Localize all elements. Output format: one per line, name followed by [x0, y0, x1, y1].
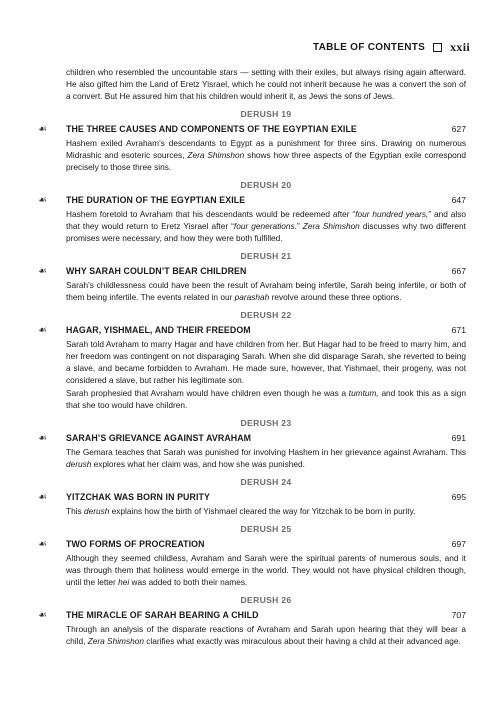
- toc-content: [38, 66, 466, 647]
- square-separator-icon: [433, 43, 442, 52]
- ornament-fleuron-icon: ☙: [38, 539, 47, 550]
- derush-label: DERUSH 19: [240, 109, 292, 119]
- entry-page-number[interactable]: 707: [451, 610, 466, 620]
- italic-term: derush: [83, 506, 110, 516]
- entry-description: Hashem foretold to Avraham that his descendants would be redeemed after “four hundred years,” and also that they would return to Eretz Yisrael after “four generations.” Zera Shimshon discusses why two different promises were necessary, and how they were both fulfilled.: [66, 209, 466, 243]
- entry-title[interactable]: YITZCHAK WAS BORN IN PURITY: [66, 492, 210, 502]
- entry-title[interactable]: THE DURATION OF THE EGYPTIAN EXILE: [66, 195, 246, 205]
- entry-page-number[interactable]: 667: [451, 266, 466, 276]
- header-title: TABLE OF CONTENTS: [312, 42, 426, 53]
- italic-term: Zera Shimshon: [87, 636, 144, 646]
- entry-title[interactable]: HAGAR, YISHMAEL, AND THEIR FREEDOM: [66, 325, 251, 335]
- entry-title[interactable]: TWO FORMS OF PROCREATION: [66, 539, 205, 549]
- toc-entry[interactable]: [38, 194, 466, 207]
- entry-page-number[interactable]: 627: [451, 124, 466, 134]
- italic-term: four hundred years,: [355, 209, 429, 219]
- derush-label: DERUSH 21: [240, 251, 292, 261]
- entry-description: Although they seemed childless, Avraham and Sarah were the spiritual parents of numerous souls, and it was through them that holiness would emerge in the world. They would not have physical children though, until the letter hei was added to both their names.: [66, 553, 466, 587]
- entry-page-number[interactable]: 691: [451, 433, 466, 443]
- italic-term: Zera Shimshon: [187, 150, 245, 160]
- toc-entry[interactable]: [38, 265, 466, 278]
- italic-term: Zera Shimshon: [302, 221, 360, 231]
- entry-description: Sarah told Avraham to marry Hagar and have children from her. But Hagar had to be freed to marry him, and her freedom was contingent on not disparaging Sarah. When she did disparage Sarah, she reverted to being a slave, and became forbidden to Avraham. He made sure, however, that Yishmael, their progeny, was not considered a slave, but rather his legitimate son.: [66, 339, 466, 385]
- running-header: [0, 40, 500, 55]
- derush-label: DERUSH 26: [240, 595, 292, 605]
- entry-title[interactable]: SARAH’S GRIEVANCE AGAINST AVRAHAM: [66, 433, 252, 443]
- ornament-fleuron-icon: ☙: [38, 492, 47, 503]
- ornament-fleuron-icon: ☙: [38, 610, 47, 621]
- toc-entry[interactable]: [38, 491, 466, 504]
- italic-term: hei: [118, 577, 130, 587]
- entry-description: Sarah's childlessness could have been the result of Avraham being infertile, Sarah being infertile, or both of them being infertile. The events related in our parashah revolve around these three options.: [66, 280, 466, 302]
- toc-entry[interactable]: [38, 123, 466, 136]
- entry-title[interactable]: THE THREE CAUSES AND COMPONENTS OF THE EGYPTIAN EXILE: [66, 124, 357, 134]
- italic-term: parashah: [234, 292, 270, 302]
- entry-page-number[interactable]: 697: [451, 539, 466, 549]
- entry-title[interactable]: THE MIRACLE OF SARAH BEARING A CHILD: [66, 610, 259, 620]
- ornament-fleuron-icon: ☙: [38, 325, 47, 336]
- entry-description: This derush explains how the birth of Yishmael cleared the way for Yitzchak to be born in purity.: [66, 506, 416, 516]
- ornament-fleuron-icon: ☙: [38, 195, 47, 206]
- toc-entry[interactable]: [38, 538, 466, 551]
- entry-description: Hashem exiled Avraham's descendants to Egypt as a punishment for three sins. Drawing on numerous Midrashic and esoteric sources, Zera Shimshon shows how three aspects of the Egyptian exile correspond precisely to those three sins.: [66, 138, 466, 172]
- entry-description: Through an analysis of the disparate reactions of Avraham and Sarah upon hearing that they will bear a child, Zera Shimshon clarifies what exactly was miraculous about their having a child at their advanced age.: [66, 624, 466, 646]
- toc-entry[interactable]: [38, 609, 466, 622]
- toc-entry[interactable]: [38, 432, 466, 445]
- entry-page-number[interactable]: 695: [451, 492, 466, 502]
- ornament-fleuron-icon: ☙: [38, 124, 47, 135]
- intro-paragraph: children who resembled the uncountable stars — setting with their exiles, but always rising again afterward. He also gifted him the Land of Eretz Yisrael, which he could not inherit because he was a convert the son of a convert. But He assured him that his children would inherit it, as Jews the sons of Jews.: [66, 67, 466, 101]
- entry-page-number[interactable]: 647: [451, 195, 466, 205]
- entry-description: Sarah prophesied that Avraham would have children even though he was a tumtum, and took this as a sign that she too would have children.: [66, 388, 466, 410]
- entry-title[interactable]: WHY SARAH COULDN’T BEAR CHILDREN: [66, 266, 247, 276]
- ornament-fleuron-icon: ☙: [38, 433, 47, 444]
- derush-label: DERUSH 20: [240, 180, 292, 190]
- italic-term: four generations.: [233, 221, 297, 231]
- toc-entry[interactable]: [38, 324, 466, 337]
- entry-description: The Gemara teaches that Sarah was punished for involving Hashem in her grievance against Avraham. This derush explores what her claim was, and how she was punished.: [66, 447, 466, 469]
- derush-label: DERUSH 25: [240, 524, 292, 534]
- derush-label: DERUSH 23: [240, 418, 292, 428]
- derush-label: DERUSH 24: [240, 477, 292, 487]
- derush-label: DERUSH 22: [240, 310, 292, 320]
- italic-term: derush: [66, 459, 92, 469]
- ornament-fleuron-icon: ☙: [38, 266, 47, 277]
- italic-term: tumtum,: [348, 388, 379, 398]
- header-page-number: xxii: [450, 40, 470, 54]
- entry-page-number[interactable]: 671: [451, 325, 466, 335]
